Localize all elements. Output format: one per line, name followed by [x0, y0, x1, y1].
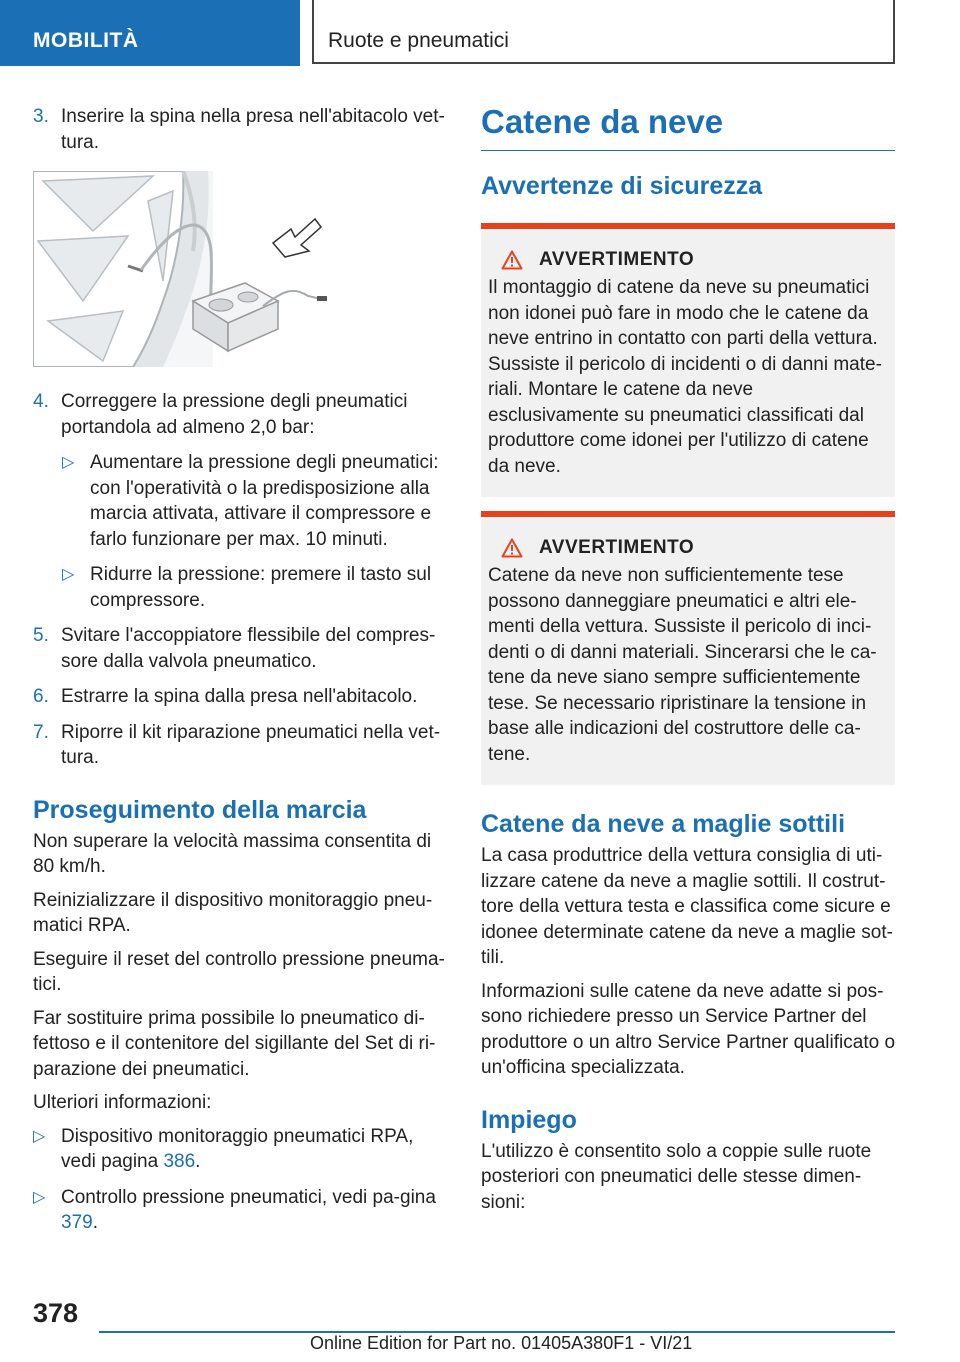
snow-chains-title: Catene da neve [481, 98, 895, 151]
step-text: Estrarre la spina dalla presa nell'abitacolo. [61, 686, 418, 707]
usage-heading: Impiego [481, 1105, 577, 1134]
step-number: 5. [33, 625, 49, 646]
right-column [481, 98, 895, 1223]
paragraph-speed: Non superare la velocità massima consentita di 80 km/h. [33, 830, 432, 877]
warning-label: AVVERTIMENTO [539, 249, 695, 270]
substep-increase [33, 450, 445, 552]
warning-triangle-icon [501, 250, 523, 270]
paragraph-usage: L'utilizzo è consentito solo a coppie sulle ruote posteriori con pneumatici delle stesse dimen-sioni: [481, 1140, 872, 1213]
tyre-compressor-image [33, 171, 445, 367]
warning-triangle-icon [501, 538, 523, 558]
step-5 [33, 623, 445, 674]
fine-link-chains-heading: Catene da neve a maglie sottili [481, 810, 846, 838]
paragraph-reset: Eseguire il reset del controllo pressione pneuma-tici. [33, 948, 445, 995]
reference-pressure: ▷ Controllo pressione pneumatici, vedi pa-gina 379. [33, 1186, 436, 1233]
safety-notes-heading: Avvertenze di sicurezza [481, 172, 763, 200]
triangle-bullet-icon: ▷ [62, 566, 75, 583]
step-number: 4. [33, 391, 49, 412]
triangle-bullet-icon: ▷ [62, 454, 75, 471]
step-number: 3. [33, 106, 49, 127]
page-link-379[interactable]: 379 [61, 1212, 93, 1233]
substep-text: Aumentare la pressione degli pneumatici: con l'operatività o la predisposizione alla marcia attivata, attivare il compressore e farlo funzionare per max. 10 minuti. [90, 452, 439, 550]
warning-label: AVVERTIMENTO [539, 537, 695, 558]
step-text: Riporre il kit riparazione pneumatici nella vet-tura. [61, 721, 441, 768]
step-text: Correggere la pressione degli pneumatici portandola ad almeno 2,0 bar: [61, 391, 408, 438]
step-7 [33, 720, 445, 771]
triangle-bullet-icon: ▷ [33, 1188, 46, 1206]
paragraph-recommend: La casa produttrice della vettura consiglia di uti-lizzare catene da neve a maglie sottili. Il costrut-tore della vettura testa e classifica come sicure e idonee determinate catene da neve a maglie sot-tili. [481, 845, 893, 968]
section-title: MOBILITÀ [33, 29, 139, 52]
paragraph-replace: Far sostituire prima possibile lo pneumatico di-fettoso e il contenitore del sigillante del Set di ri-parazione dei pneumatici. [33, 1007, 436, 1080]
left-column [33, 104, 445, 1246]
warning-text: Catene da neve non sufficientemente tese possono danneggiare pneumatici e altri ele-menti della vettura. Sussiste il pericolo di inci-denti o di danni materiali. Sincerarsi che le ca-tene da neve siano sempre sufficientemente tese. Se necessario ripristinare la tensione in base alle indicazioni del costruttore delle ca-tene. [488, 565, 877, 765]
continue-driving-heading: Proseguimento della marcia [33, 795, 367, 824]
substep-decrease [33, 562, 445, 613]
warning-text: Il montaggio di catene da neve su pneumatici non idonei può fare in modo che le catene da neve entrino in contatto con parti della vettura. Sussiste il pericolo di incidenti o di danni mate-riali. Montare le catene da neve esclusivamente su pneumatici classificati dal produttore come idonei per l'utilizzo di catene da neve. [488, 277, 882, 477]
step-number: 6. [33, 686, 49, 707]
edition-footer: Online Edition for Part no. 01405A380F1 - VI/21 [310, 1333, 693, 1353]
warning-box-1 [481, 223, 895, 497]
page-link-386[interactable]: 386 [163, 1151, 196, 1172]
reference-rpa: ▷ Dispositivo monitoraggio pneumatici RPA, vedi pagina 386. [33, 1125, 414, 1172]
substep-text: Ridurre la pressione: premere il tasto sul compressore. [90, 564, 432, 611]
step-3 [33, 104, 445, 155]
section-tab [0, 0, 300, 66]
step-6 [33, 684, 445, 710]
reference-text: Controllo pressione pneumatici, vedi pa-gina [61, 1186, 436, 1208]
paragraph-rpa: Reinizializzare il dispositivo monitoraggio pneu-matici RPA. [33, 889, 433, 936]
step-number: 7. [33, 721, 49, 743]
step-text: Inserire la spina nella presa nell'abitacolo vet-tura. [61, 106, 445, 153]
step-text: Svitare l'accoppiatore flessibile del compres-sore dalla valvola pneumatico. [61, 625, 436, 672]
chapter-title: Ruote e pneumatici [328, 29, 509, 52]
reference-text: Dispositivo monitoraggio pneumatici RPA, vedi pagina [61, 1125, 414, 1172]
triangle-bullet-icon: ▷ [33, 1127, 46, 1145]
paragraph-more-info: Ulteriori informazioni: [33, 1092, 212, 1113]
chapter-tab [312, 0, 895, 64]
page-number: 378 [33, 1298, 79, 1328]
compressor-illustration [33, 171, 445, 367]
paragraph-info-service: Informazioni sulle catene da neve adatte si pos-sono richiedere presso un Service Partner del produttore o un altro Service Partner qualificato o un'officina specializzata. [481, 980, 896, 1078]
step-4 [33, 389, 445, 440]
warning-box-2 [481, 511, 895, 785]
